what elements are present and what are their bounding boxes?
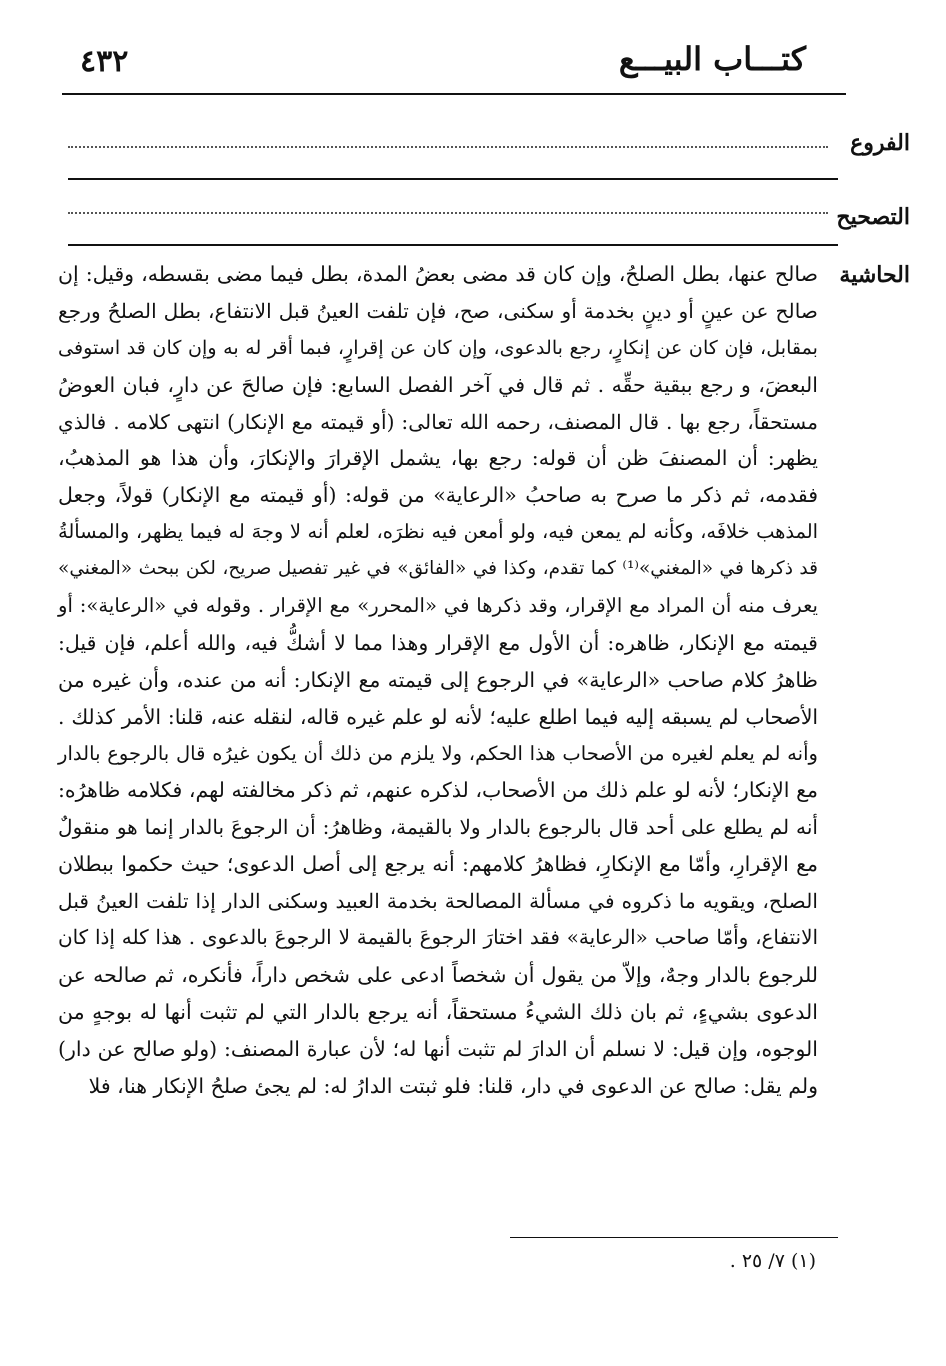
running-header: [60, 38, 846, 96]
body-line: ظاهرُ كلام صاحب «الرعاية» في الرجوع إلى قيمته مع الإنكار: أنه من عنده، وأن غيره من: [58, 667, 818, 692]
page-number: ٤٣٢: [80, 44, 129, 79]
body-line: البعضَ، و رجع ببقية حقِّه . ثم قال في آخر الفصل السابع: فإن صالحَ عن دارٍ، فبان العوضُ: [58, 372, 818, 397]
body-line: ولم يقل: صالح عن الدعوى في دار، قلنا: فلو ثبتت الدارُ له: لم يجئ صلحُ الإنكار هنا، فلا: [88, 1073, 818, 1098]
correction-label: التصحيح: [836, 204, 910, 230]
correction-dotted-line: [68, 212, 828, 214]
body-line: أنه لم يطلع على أحد قال بالرجوع بالدار ولا بالقيمة، وظاهرُ: أن الرجوعَ بالدار إنما هو منقولٌ: [58, 815, 818, 840]
body-line: للرجوع بالدار وجهٌ، وإلاّ من يقول أن شخصاً ادعى على شخص داراً، فأنكره، ثم صالحه عن: [58, 962, 818, 987]
body-line: مع الإنكار؛ لأنه لو علم ذلك من الأصحاب، لذكره عنهم، ثم ذكر مخالفته لهم، فكلامه ظاهرُه:: [58, 778, 818, 803]
body-line: الأصحاب لم يسبقه إليه فيما اطلع عليه؛ لأنه لو علم غيره قاله، لنقله عنه، قلنا: الأمر كذلك .: [58, 704, 818, 729]
body-line: المذهب خلافَه، وكأنه لم يمعن فيه، ولو أمعن فيه نظرَه، لعلم أنه لا وجهَ له فيما يظهر، والمسألةُ: [58, 520, 818, 544]
body-line: قيمته مع الإنكار، ظاهره: أن الأول مع الإقرار وهذا مما لا أشكُّ فيه، والله أعلم، فإن قيل:: [58, 630, 818, 655]
body-line: الصلح، ويقويه ما ذكروه في مسألة المصالحة بخدمة العبيد وسكنى الدار إذا تلفت العينُ قبل: [58, 889, 818, 914]
branches-rule: [68, 178, 838, 180]
correction-rule: [68, 244, 838, 246]
hashiya-body: [58, 256, 818, 1104]
body-line: مستحقاً، رجع بها . قال المصنف، رحمه الله تعالى: (أو قيمته مع الإنكار) انتهى كلامه . فالذي: [58, 409, 818, 434]
book-title: كتـــاب البيـــع: [618, 40, 806, 78]
body-line: صالح عن عينٍ أو دينٍ بخدمة أو سكنى، صح، فإن تلفت العينُ قبل الانتفاع، بطل الصلحُ ورجع: [58, 298, 818, 323]
footnote-rule: [510, 1237, 838, 1238]
branches-dotted-line: [68, 146, 828, 148]
footnote: (١) ٧/ ٢٥ .: [729, 1250, 816, 1272]
branches-label: الفروع: [850, 130, 910, 156]
body-line: الدعوى بشيءٍ، ثم بان ذلك الشيءُ مستحقاً، أنه يرجع بالدار التي لم تثبت أنها له بوجهٍ من: [58, 999, 818, 1024]
body-line: الانتفاع، وأمّا صاحب «الرعاية» فقد اختارَ الرجوعَ بالقيمة لا الرجوعَ بالدعوى . هذا كله إذا كان: [58, 926, 818, 950]
body-line: وأنه لم يعلم لغيره من الأصحاب هذا الحكم، ولا يلزم من ذلك أن يكون غيرُه قال بالرجوع بالدار: [58, 741, 818, 765]
body-line: مع الإقرارِ، وأمّا مع الإنكارِ، فظاهرُ كلامهم: أنه يرجع إلى أصل الدعوى؛ حيث حكموا ببطلان: [58, 852, 818, 877]
body-line: صالح عنها، بطل الصلحُ، وإن كان قد مضى بعضُ المدة، بطل فيما مضى بقسطه، وقيل: إن: [58, 262, 818, 286]
body-line: الوجوه، وإن قيل: لا نسلم أن الدارَ لم تثبت أنها له؛ لأن عبارة المصنف: (ولو صالح عن دار): [58, 1036, 818, 1061]
header-rule: [62, 93, 846, 95]
body-line: بمقابل، فإن كان عن إنكارٍ، رجع بالدعوى، وإن كان عن إقرارٍ، فبما أقر له به وإن كان قد استوفى: [58, 335, 818, 359]
body-line: فقدمه، ثم ذكر ما صرح به صاحبُ «الرعاية» من قوله: (أو قيمته مع الإنكار) قولاً، وجعل: [58, 483, 818, 508]
body-line: يعرف منه أن المراد مع الإقرار، وقد ذكرها في «المحرر» مع الإقرار . وقوله في «الرعاية»: أو: [58, 594, 818, 618]
hashiya-label: الحاشية: [839, 262, 910, 288]
body-line: قد ذكرها في «المغني»⁽¹⁾ كما تقدم، وكذا في «الفائق» في غير تفصيل صريح، لكن ببحث «المغني»: [58, 558, 818, 580]
body-line: يظهر: أن المصنفَ ظن أن قوله: رجع بها، يشمل الإقرارَ والإنكارَ، وأن هذا هو المذهبُ،: [58, 446, 818, 471]
